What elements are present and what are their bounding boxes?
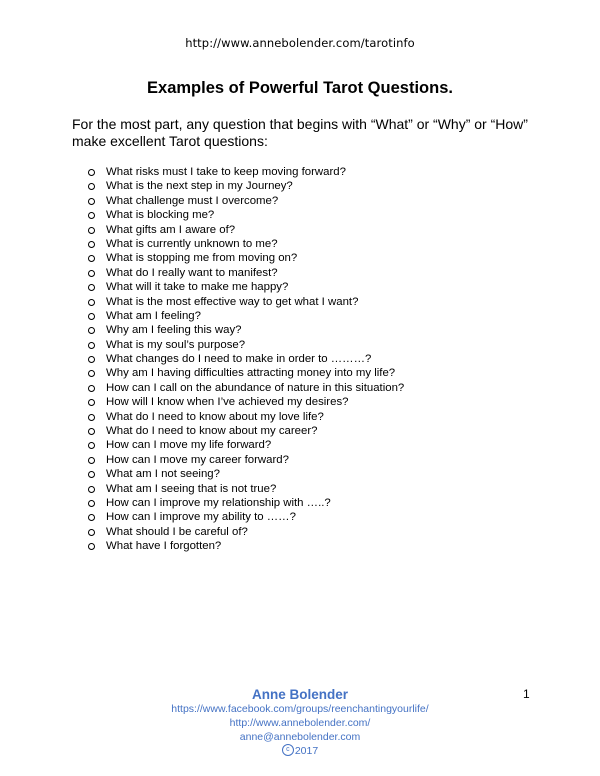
question-item: [88, 453, 404, 467]
question-item: [88, 295, 404, 309]
question-text: How can I improve my relationship with …..?: [106, 496, 331, 509]
question-item: [88, 438, 404, 452]
question-text: What am I feeling?: [106, 309, 201, 322]
question-text: What am I seeing that is not true?: [106, 482, 277, 495]
question-item: [88, 482, 404, 496]
circle-bullet-icon: [88, 428, 95, 435]
questions-list: [88, 165, 404, 554]
circle-bullet-icon: [88, 457, 95, 464]
question-item: [88, 410, 404, 424]
circle-bullet-icon: [88, 212, 95, 219]
circle-bullet-icon: [88, 356, 95, 363]
question-item: [88, 208, 404, 222]
question-item: [88, 165, 404, 179]
circle-bullet-icon: [88, 183, 95, 190]
circle-bullet-icon: [88, 543, 95, 550]
question-text: What should I be careful of?: [106, 525, 248, 538]
circle-bullet-icon: [88, 284, 95, 291]
question-text: What will it take to make me happy?: [106, 281, 289, 294]
question-text: How will I know when I’ve achieved my desires?: [106, 396, 349, 409]
circle-bullet-icon: [88, 500, 95, 507]
question-item: [88, 323, 404, 337]
question-text: What have I forgotten?: [106, 540, 222, 553]
question-item: [88, 266, 404, 280]
question-text: How can I call on the abundance of nature in this situation?: [106, 381, 405, 394]
header-url: http://www.annebolender.com/tarotinfo: [185, 36, 415, 50]
page-title: Examples of Powerful Tarot Questions.: [147, 79, 453, 97]
circle-bullet-icon: [88, 299, 95, 306]
question-text: What challenge must I overcome?: [106, 194, 279, 207]
question-text: What risks must I take to keep moving forward?: [106, 166, 346, 178]
question-item: [88, 539, 404, 553]
question-text: What is stopping me from moving on?: [106, 252, 298, 265]
question-item: [88, 510, 404, 524]
circle-bullet-icon: [88, 370, 95, 377]
question-text: What is blocking me?: [106, 209, 215, 222]
question-text: What do I really want to manifest?: [106, 266, 278, 279]
footer-facebook-link[interactable]: https://www.facebook.com/groups/reenchantingyourlife/: [171, 703, 429, 715]
question-text: What do I need to know about my career?: [106, 425, 318, 438]
question-text: What do I need to know about my love life?: [106, 410, 324, 423]
circle-bullet-icon: [88, 399, 95, 406]
circle-bullet-icon: [88, 227, 95, 234]
footer-email-link[interactable]: anne@annebolender.com: [239, 731, 361, 743]
question-text: Why am I having difficulties attracting money into my life?: [106, 367, 396, 380]
footer-author-name: Anne Bolender: [251, 687, 348, 702]
question-item: [88, 525, 404, 539]
footer-copyright: [0, 745, 600, 757]
question-item: [88, 194, 404, 208]
circle-bullet-icon: [88, 342, 95, 349]
question-text: How can I improve my ability to ……?: [106, 511, 296, 524]
circle-bullet-icon: [88, 270, 95, 277]
question-text: What is my soul’s purpose?: [106, 338, 246, 351]
circle-bullet-icon: [88, 169, 95, 176]
circle-bullet-icon: [88, 414, 95, 421]
circle-bullet-icon: [88, 486, 95, 493]
circle-bullet-icon: [88, 255, 95, 262]
question-item: [88, 309, 404, 323]
circle-bullet-icon: [88, 313, 95, 320]
circle-bullet-icon: [88, 529, 95, 536]
question-text: Why am I feeling this way?: [106, 324, 242, 337]
question-item: [88, 352, 404, 366]
question-text: What gifts am I aware of?: [106, 223, 236, 236]
footer-website-link[interactable]: http://www.annebolender.com/: [229, 717, 371, 729]
circle-bullet-icon: [88, 241, 95, 248]
circle-bullet-icon: [88, 385, 95, 392]
question-item: [88, 338, 404, 352]
question-text: What is the next step in my Journey?: [106, 180, 293, 193]
question-text: What is the most effective way to get what I want?: [106, 295, 359, 308]
question-text: What is currently unknown to me?: [106, 237, 278, 250]
question-item: [88, 467, 404, 481]
circle-bullet-icon: [88, 198, 95, 205]
question-item: [88, 496, 404, 510]
question-text: How can I move my career forward?: [106, 453, 289, 466]
question-item: [88, 179, 404, 193]
question-text: What am I not seeing?: [106, 468, 220, 481]
copyright-year: 2017: [294, 745, 319, 757]
question-item: [88, 424, 404, 438]
circle-bullet-icon: [88, 327, 95, 334]
question-item: [88, 251, 404, 265]
question-item: [88, 237, 404, 251]
intro-paragraph: For the most part, any question that begins with “What” or “Why” or “How” make excellent Tarot questions:: [72, 116, 528, 149]
question-text: How can I move my life forward?: [106, 439, 272, 452]
copyright-icon: c: [282, 744, 294, 756]
page-number: 1: [523, 687, 530, 701]
question-item: [88, 381, 404, 395]
circle-bullet-icon: [88, 471, 95, 478]
question-item: [88, 223, 404, 237]
circle-bullet-icon: [88, 442, 95, 449]
question-text: What changes do I need to make in order to ………?: [106, 353, 372, 366]
question-item: [88, 366, 404, 380]
question-item: [88, 395, 404, 409]
question-item: [88, 280, 404, 294]
circle-bullet-icon: [88, 514, 95, 521]
